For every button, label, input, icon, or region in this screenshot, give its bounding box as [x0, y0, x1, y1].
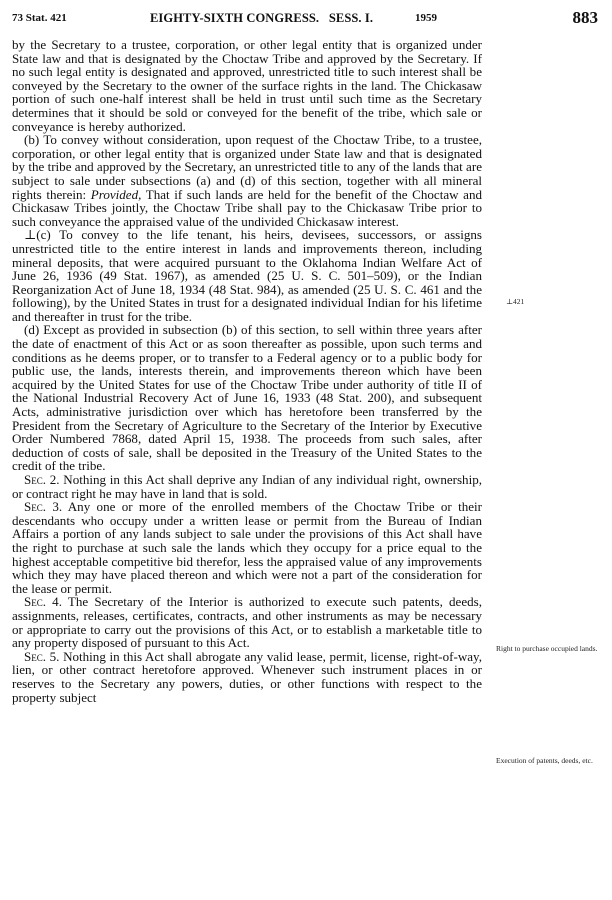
congress-session-title: EIGHTY-SIXTH CONGRESS. SESS. I. [150, 11, 374, 25]
section-5-label: Sec. 5. [24, 648, 60, 664]
margin-stat-marker: ⊥421 [506, 297, 525, 306]
section-4-text: The Secretary of the Interior is authorized to execute such patents, deeds, assignments, releases, certificates, contracts, and other instruments as may be necessary or appropriate to carry out the provisions of this Act, or to establish a marketable title to any property disposed of pursuant to this Act. [12, 594, 482, 651]
paragraph-subsection-c: ⊥(c) To convey to the life tenant, his heirs, devisees, successors, or assigns unrestricted title to the entire interest in lands and improvements thereon, including mineral deposits, that were acquired pursuant to the Oklahoma Indian Welfare Act of June 26, 1936 (49 Stat. 1967), as amended (25 U. S. C. 501–509), or the Indian Reorganization Act of June 18, 1934 (48 Stat. 984), as amended (25 U. S. C. 461 and the following), by the United States in trust for a designated individual Indian for his lifetime and thereafter in trust for the tribe. [12, 227, 482, 324]
section-4-label: Sec. 4. [24, 594, 62, 610]
section-3-label: Sec. 3. [24, 499, 63, 515]
margin-note-execution: Execution of patents, deeds, etc. [496, 756, 593, 765]
proviso-term: Provided, [90, 186, 142, 202]
paragraph-continuation: by the Secretary to a trustee, corporation, or other legal entity that is organized under State law and that is designated by the Choctaw Tribe and approved by the Secretary. If no such legal entity is designated and approved, unrestricted title to such interest shall be conveyed by the Secretary to the owner of the surface rights in the land. The Chickasaw portion of such one-half interest shall be held in trust until such time as the Secretary determines that it should be sold or conveyed for the benefit of the tribe, which sale or conveyance is hereby authorized. [12, 37, 482, 134]
year: 1959 [415, 12, 437, 24]
page-number: 883 [572, 8, 598, 27]
section-5 [12, 650, 482, 704]
subsection-b-text: (b) To convey without consideration, upon request of the Choctaw Tribe, to a trustee, corporation, or other legal entity that is organized under State law and that is designated by the tribe and approved by the Secretary, an unrestricted title to any of the lands that are subject to sale under subsections (a) and (d) of this section, together with all mineral rights therein: [12, 132, 482, 202]
section-2 [12, 473, 482, 500]
paragraph-subsection-b [12, 133, 482, 228]
page-header [12, 8, 598, 32]
section-3-text: Any one or more of the enrolled members of the Choctaw Tribe or their descendants who occupy under a written lease or permit from the Bureau of Indian Affairs a portion of any lands subject to sale under the provisions of this Act shall have the right to purchase at such sale the lands which they occupy for a price equal to the highest acceptable competitive bid therefor, less the appraised value of any improvements which they may have placed thereon and which were not a part of the consideration for the lease or permit. [12, 499, 482, 596]
section-3 [12, 500, 482, 595]
subsection-b-proviso: That if such lands are held for the benefit of the Choctaw and Chickasaw Tribes jointly, the Choctaw Tribe shall pay to the Chickasaw Tribe prior to such conveyance the appraised value of the undivided Chickasaw interest. [12, 186, 482, 229]
section-2-label: Sec. 2. [24, 472, 60, 487]
section-5-text: Nothing in this Act shall abrogate any valid lease, permit, license, right-of-way, lien, or other contract heretofore approved. Whenever such instrument places in or reserves to the Secretary any powers, duties, or other functions with respect to the property subject [12, 648, 482, 705]
section-4 [12, 595, 482, 649]
section-2-text: Nothing in this Act shall deprive any Indian of any individual right, ownership, or contract right he may have in land that is sold. [12, 472, 482, 501]
statute-body [12, 38, 482, 704]
statute-reference: 73 Stat. 421 [12, 12, 67, 24]
margin-note-right-to-purchase: Right to purchase occupied lands. [496, 644, 598, 653]
paragraph-subsection-d: (d) Except as provided in subsection (b) of this section, to sell within three years after the date of enactment of this Act or as soon thereafter as possible, upon such terms and conditions as he deems proper, or to transfer to a Federal agency or to a public body for public use, the lands, interests therein, and improvements thereon which have been acquired by the United States for use of the Choctaw Tribe under authority of title II of the National Industrial Recovery Act of June 16, 1933 (48 Stat. 200), and subsequent Acts, administrative jurisdiction over which has heretofore been transferred by the President from the Secretary of Agriculture to the Secretary of the Interior by Executive Order Numbered 7868, dated April 15, 1938. The proceeds from such sales, after deduction of costs of sale, shall be deposited in the Treasury of the United States to the credit of the tribe. [12, 322, 482, 474]
